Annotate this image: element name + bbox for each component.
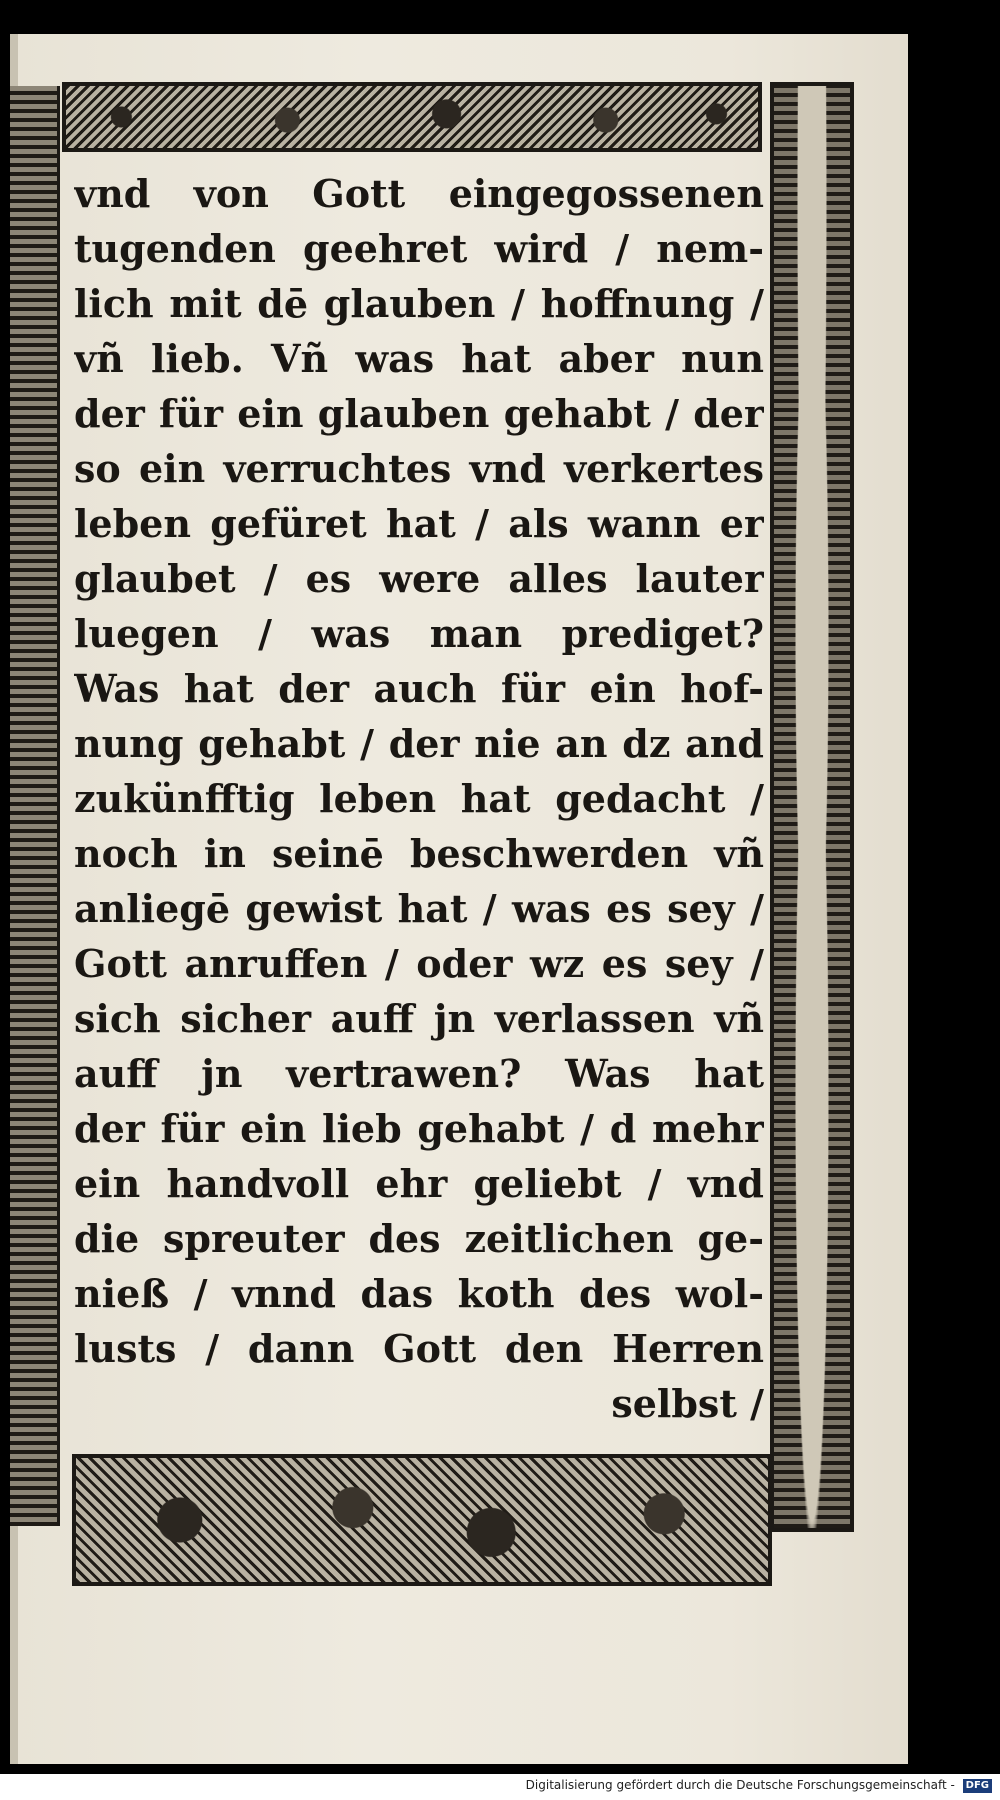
text-line: zukünfftig leben hat gedacht / — [74, 776, 764, 821]
funding-notice-strip — [0, 1774, 1000, 1800]
text-block — [74, 166, 764, 1446]
funding-notice-text: Digitalisierung gefördert durch die Deutsche Forschungsgemeinschaft - — [525, 1778, 955, 1792]
text-line: die spreuter des zeitlichen ge- — [74, 1216, 764, 1261]
text-line: lusts / dann Gott den Herren — [74, 1326, 764, 1371]
bottom-ornamental-border — [72, 1454, 772, 1586]
text-line: nung gehabt / der nie an dz and — [74, 721, 764, 766]
text-line: sich sicher auff jn verlassen vñ — [74, 996, 764, 1041]
text-line: luegen / was man prediget? — [74, 611, 764, 656]
text-line: tugenden geehret wird / nem- — [74, 226, 764, 271]
text-line: so ein verruchtes vnd verkertes — [74, 446, 764, 491]
text-line: ein handvoll ehr geliebt / vnd — [74, 1161, 764, 1206]
text-line: der für ein lieb gehabt / d mehr — [74, 1106, 764, 1151]
text-line: glaubet / es were alles lauter — [74, 556, 764, 601]
text-line: Gott anruffen / oder wz es sey / — [74, 941, 764, 986]
text-line: auff jn vertrawen? Was hat — [74, 1051, 764, 1096]
text-line: vñ lieb. Vñ was hat aber nun — [74, 336, 764, 381]
text-line: nieß / vnnd das koth des wol- — [74, 1271, 764, 1316]
dfg-logo: DFG — [963, 1779, 992, 1793]
right-ornamental-border — [770, 82, 854, 1532]
text-line-final: selbst / — [611, 1381, 764, 1426]
text-line: vnd von Gott eingegossenen — [74, 171, 764, 216]
text-line: lich mit dē glauben / hoffnung / — [74, 281, 764, 326]
funding-notice — [526, 1778, 992, 1793]
text-line: Was hat der auch für ein hof- — [74, 666, 764, 711]
left-ornamental-border — [10, 86, 60, 1526]
text-line: anliegē gewist hat / was es sey / — [74, 886, 764, 931]
book-page — [10, 34, 908, 1764]
text-line: noch in seinē beschwerden vñ — [74, 831, 764, 876]
text-line: der für ein glauben gehabt / der — [74, 391, 764, 436]
top-ornamental-border — [62, 82, 762, 152]
text-line: leben gefüret hat / als wann er — [74, 501, 764, 546]
